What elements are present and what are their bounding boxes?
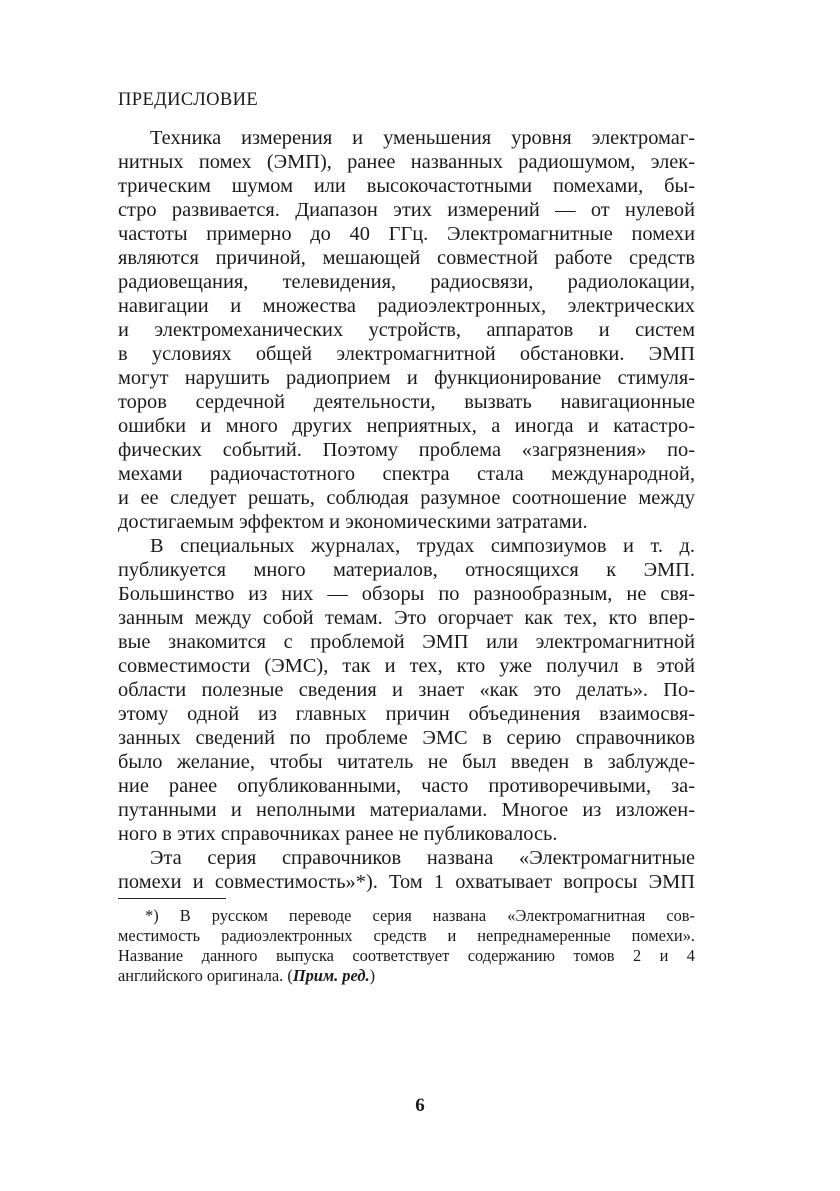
text-line: торов сердечной деятельности, вызвать навигационные bbox=[118, 391, 695, 413]
text-line: публикуется много материалов, относящихся к ЭМП. bbox=[118, 559, 695, 581]
text-line: в условиях общей электромагнитной обстановки. ЭМП bbox=[118, 343, 695, 365]
footnote-close: ) bbox=[369, 966, 376, 985]
text-line: ного в этих справочниках ранее не публиковалось. bbox=[118, 823, 558, 845]
text-line: ние ранее опубликованными, часто противоречивыми, за- bbox=[118, 775, 695, 797]
footnote-text: английского оригинала. ( bbox=[118, 966, 293, 985]
text-line: Эта серия справочников названа «Электромагнитные bbox=[150, 847, 695, 869]
text-line: совместимости (ЭМС), так и тех, кто уже получил в этой bbox=[118, 655, 695, 677]
text-line: занным между собой темам. Это огорчает как тех, кто впер- bbox=[118, 607, 695, 629]
footnote-line: Название данного выпуска соответствует содержанию томов 2 и 4 bbox=[118, 946, 695, 965]
text-line: вые знакомится с проблемой ЭМП или электромагнитной bbox=[118, 631, 695, 653]
page-number: 6 bbox=[415, 1095, 425, 1116]
text-line: являются причиной, мешающей совместной работе средств bbox=[118, 247, 695, 269]
section-heading: ПРЕДИСЛОВИЕ bbox=[118, 90, 259, 110]
text-line: радиовещания, телевидения, радиосвязи, радиолокации, bbox=[118, 271, 695, 293]
footnote-line-last bbox=[118, 966, 695, 986]
text-line: могут нарушить радиоприем и функционирование стимуля- bbox=[118, 367, 695, 389]
text-line: стро развивается. Диапазон этих измерений — от нулевой bbox=[118, 199, 695, 221]
text-line: Техника измерения и уменьшения уровня электромаг- bbox=[150, 127, 695, 149]
text-line: Большинство из них — обзоры по разнообразным, не свя- bbox=[118, 583, 695, 605]
text-line: и ее следует решать, соблюдая разумное соотношение между bbox=[118, 487, 695, 509]
text-line: навигации и множества радиоэлектронных, электрических bbox=[118, 295, 695, 317]
text-line: помехи и совместимость»*). Том 1 охватывает вопросы ЭМП bbox=[118, 871, 695, 893]
footnote-line: местимость радиоэлектронных средств и непреднамеренные помехи». bbox=[118, 926, 695, 945]
text-line: области полезные сведения и знает «как это делать». По- bbox=[118, 679, 695, 701]
footnote-divider bbox=[118, 898, 226, 899]
text-line: ошибки и много других неприятных, а иногда и катастро- bbox=[118, 415, 695, 437]
text-line: частоты примерно до 40 ГГц. Электромагнитные помехи bbox=[118, 223, 695, 245]
text-line: мехами радиочастотного спектра стала международной, bbox=[118, 463, 695, 485]
text-line: путанными и неполными материалами. Многое из изложен- bbox=[118, 799, 695, 821]
text-line: было желание, чтобы читатель не был введен в заблужде- bbox=[118, 751, 695, 773]
footnote-line: *) В русском переводе серия названа «Электромагнитная сов- bbox=[145, 906, 695, 925]
text-line: В специальных журналах, трудах симпозиумов и т. д. bbox=[150, 535, 695, 557]
text-line: достигаемым эффектом и экономическими затратами. bbox=[118, 511, 588, 533]
text-line: нитных помех (ЭМП), ранее названных радиошумом, элек- bbox=[118, 151, 695, 173]
text-line: этому одной из главных причин объединения взаимосвя- bbox=[118, 703, 695, 725]
text-line: и электромеханических устройств, аппаратов и систем bbox=[118, 319, 695, 341]
text-line: занных сведений по проблеме ЭМС в серию справочников bbox=[118, 727, 695, 749]
text-line: фических событий. Поэтому проблема «загрязнения» по- bbox=[118, 439, 695, 461]
editor-note: Прим. ред. bbox=[292, 966, 370, 985]
text-line: трическим шумом или высокочастотными помехами, бы- bbox=[118, 175, 695, 197]
